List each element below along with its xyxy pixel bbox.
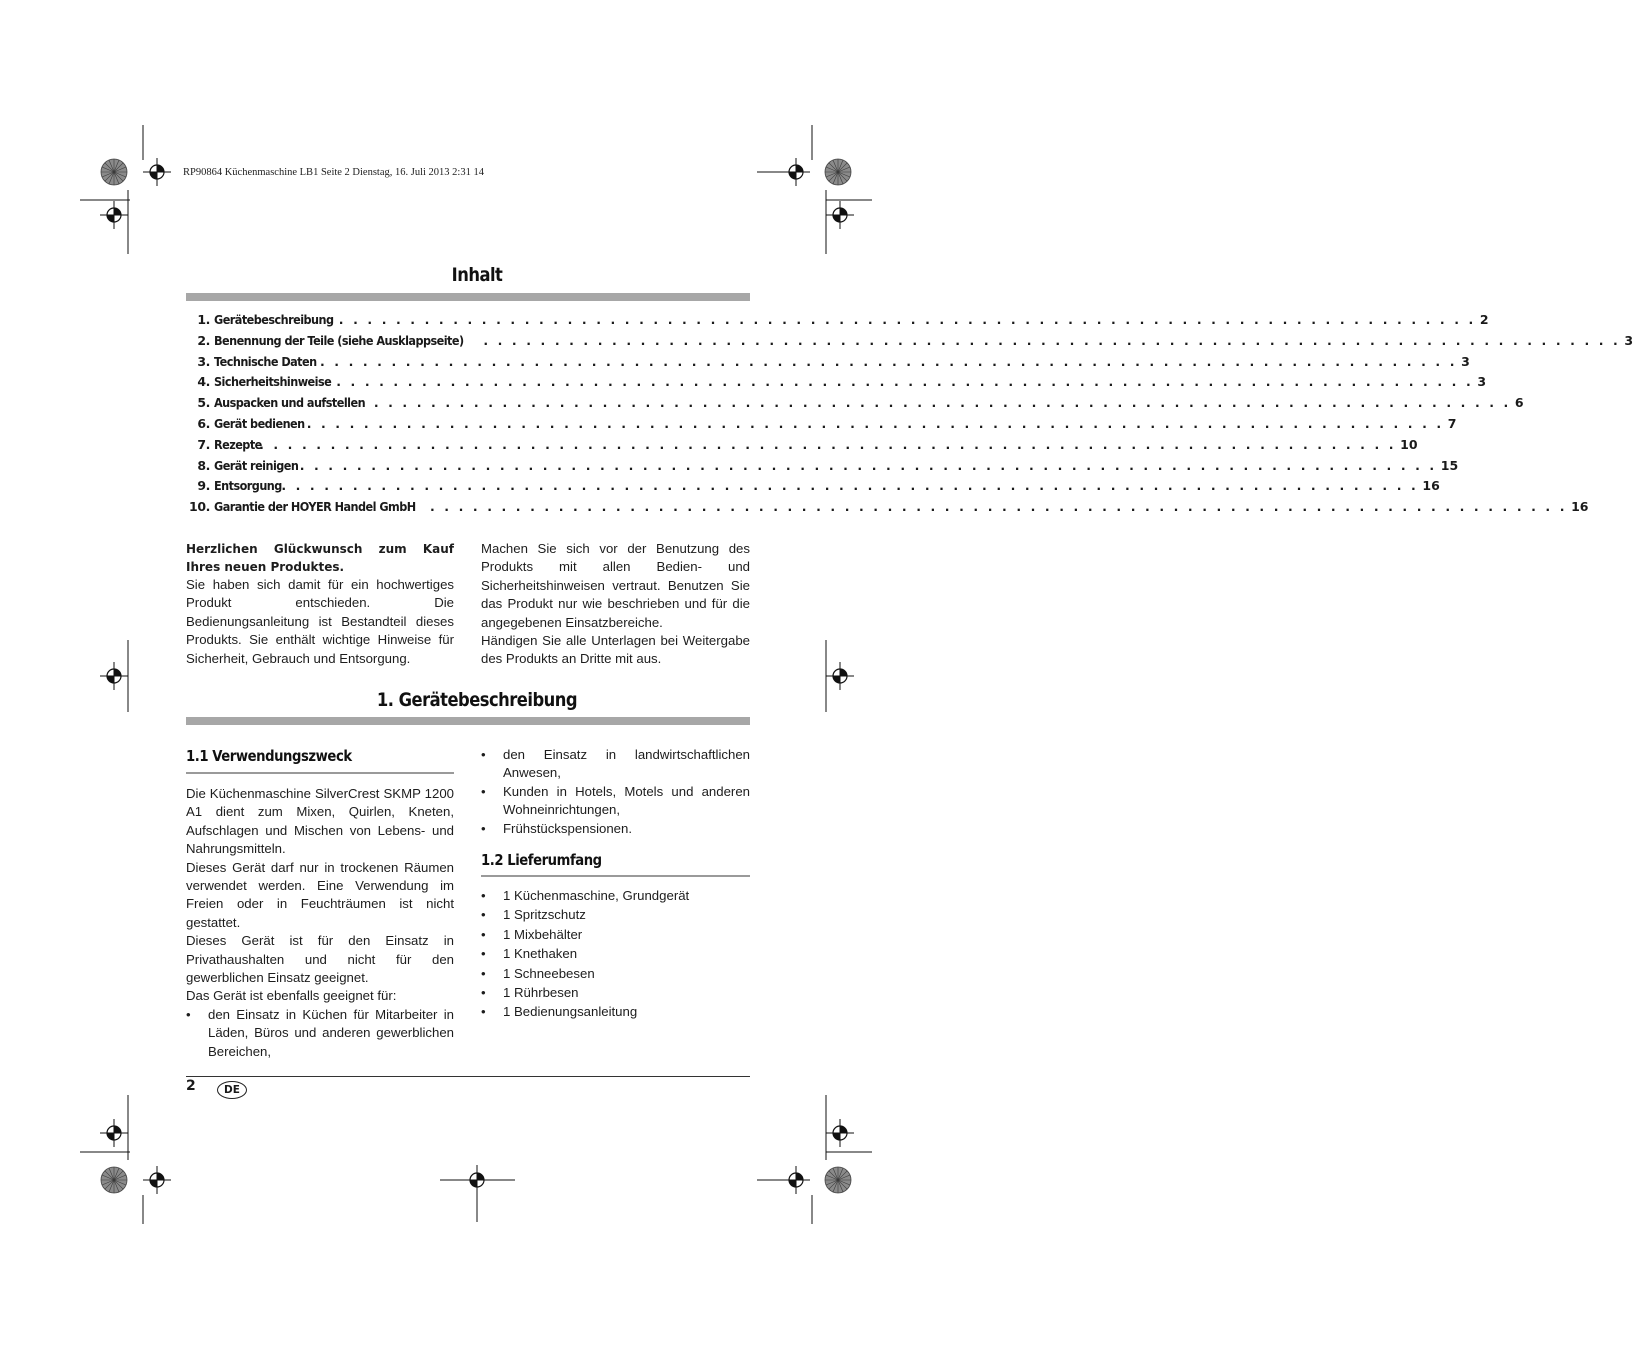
- intro-left-column: [186, 540, 454, 668]
- usage-paragraph-4: Das Gerät ist ebenfalls geeignet für:: [186, 988, 397, 1004]
- usage-paragraph-1: Die Küchenmaschine SilverCrest SKMP 1200 A1 dient zum Mixen, Quirlen, Kneten, Aufschlagen und Mischen von Lebens- und Nahrungsmitteln.: [186, 786, 454, 857]
- toc-leader-dots: . . . . . . . . . . . . . . . . . . . . . . . . . . . . . . . . . . . . . . . . . . . . . . . . . . . . . . . . . . . . . . . . . . . . . . . . . . . . . . . .: [336, 374, 1474, 390]
- page-number: 2: [186, 1078, 196, 1094]
- toc-entry[interactable]: [186, 415, 1457, 437]
- toc-leader-dots: . . . . . . . . . . . . . . . . . . . . . . . . . . . . . . . . . . . . . . . . . . . . . . . . . . . . . . . . . . . . . . . . . . . . . . . . . . . . . . . .: [373, 395, 1511, 411]
- toc-entry[interactable]: [186, 478, 1440, 499]
- toc-leader-dots: . . . . . . . . . . . . . . . . . . . . . . . . . . . . . . . . . . . . . . . . . . . . . . . . . . . . . . . . . . . . . . . . . . . . . . . . . . . . . . . .: [430, 499, 1568, 515]
- toc-entry-title: Rezepte: [214, 436, 262, 452]
- print-header: RP90864 Küchenmaschine LB1 Seite 2 Dienstag, 16. Juli 2013 2:31 14: [183, 167, 484, 178]
- section-1-title: 1. Gerätebeschreibung: [376, 689, 578, 711]
- toc-entry-title: Auspacken und aufstellen: [214, 395, 366, 411]
- toc-entry[interactable]: [186, 395, 1524, 416]
- toc-entry[interactable]: [186, 436, 1418, 458]
- toc-entry-title: Gerät bedienen: [214, 415, 305, 431]
- usage-bullet-list-right: [481, 746, 750, 838]
- list-item: • Kunden in Hotels, Motels und anderen Wohneinrichtungen,: [481, 783, 750, 820]
- toc-entry-title: Gerät reinigen: [214, 457, 299, 473]
- footer-rule: [186, 1076, 750, 1077]
- section-1-rule: [186, 717, 750, 725]
- toc-entry[interactable]: [186, 457, 1459, 479]
- toc-entry-page: 6: [1514, 395, 1524, 411]
- list-item: • 1 Küchenmaschine, Grundgerät: [481, 886, 750, 905]
- list-item: • 1 Schneebesen: [481, 964, 750, 983]
- toc-entry-page: 2: [1479, 312, 1489, 327]
- right-column-section-1: [481, 746, 750, 1022]
- subsection-1-1: [186, 747, 454, 1061]
- toc-leader-dots: . . . . . . . . . . . . . . . . . . . . . . . . . . . . . . . . . . . . . . . . . . . . . . . . . . . . . . . . . . . . . . . . . . . . . . . . . . . . . . . .: [299, 457, 1437, 473]
- toc-entry-page: 10: [1400, 436, 1418, 452]
- subsection-1-2-title: 1.2 Lieferumfang: [481, 851, 602, 870]
- list-item: • 1 Spritzschutz: [481, 905, 750, 924]
- list-item: • 1 Mixbehälter: [481, 925, 750, 944]
- subsection-1-2-rule: [481, 875, 750, 877]
- toc-title: Inhalt: [451, 264, 503, 286]
- toc-entry[interactable]: [186, 312, 1489, 333]
- subsection-1-1-rule: [186, 772, 454, 774]
- intro-right-paragraph-2: Händigen Sie alle Unterlagen bei Weitergabe des Produkts an Dritte mit aus.: [481, 633, 750, 667]
- toc-entry[interactable]: [186, 353, 1470, 375]
- toc-entry-page: 3: [1477, 374, 1487, 390]
- toc-entry-number: 5.: [197, 395, 210, 411]
- toc-entry-page: 3: [1461, 353, 1470, 369]
- toc-title-rule: [186, 293, 750, 301]
- list-item: • den Einsatz in landwirtschaftlichen Anwesen,: [481, 746, 750, 783]
- toc-leader-dots: . . . . . . . . . . . . . . . . . . . . . . . . . . . . . . . . . . . . . . . . . . . . . . . . . . . . . . . . . . . . . . . . . . . . . . . . . . . . . . . .: [338, 312, 1476, 327]
- list-item: • den Einsatz in Küchen für Mitarbeiter in Läden, Büros und anderen gewerblichen Bereichen,: [186, 1006, 454, 1061]
- toc-entry-number: 3.: [197, 353, 210, 369]
- toc-entry-number: 4.: [197, 374, 210, 390]
- intro-right-column: [481, 540, 750, 669]
- toc-entry-number: 1.: [197, 312, 210, 327]
- toc-leader-dots: . . . . . . . . . . . . . . . . . . . . . . . . . . . . . . . . . . . . . . . . . . . . . . . . . . . . . . . . . . . . . . . . . . . . . . . . . . . . . . . .: [259, 436, 1397, 452]
- toc-entry-number: 6.: [197, 415, 210, 431]
- toc-entry-page: 16: [1422, 478, 1440, 494]
- usage-bullet-list-left: [186, 1006, 454, 1061]
- toc-entry-page: 3: [1624, 332, 1633, 348]
- intro-right-paragraph-1: Machen Sie sich vor der Benutzung des Produkts mit allen Bedien- und Sicherheitshinweisen vertraut. Benutzen Sie das Produkt nur wie beschrieben und für die angegebenen Einsatzbereiche.: [481, 541, 750, 630]
- language-badge: DE: [217, 1081, 247, 1099]
- toc-entry[interactable]: [186, 499, 1589, 520]
- toc-entry-title: Sicherheitshinweise: [214, 374, 332, 390]
- toc-leader-dots: . . . . . . . . . . . . . . . . . . . . . . . . . . . . . . . . . . . . . . . . . . . . . . . . . . . . . . . . . . . . . . . . . . . . . . . . . . . . . . . .: [306, 415, 1444, 431]
- table-of-contents: [186, 312, 1633, 520]
- toc-entry-title: Benennung der Teile (siehe Ausklappseite): [214, 332, 464, 348]
- toc-entry[interactable]: [186, 374, 1487, 395]
- list-item: • 1 Knethaken: [481, 944, 750, 963]
- toc-entry-page: 15: [1440, 457, 1459, 473]
- toc-entry-title: Garantie der HOYER Handel GmbH: [214, 499, 416, 515]
- toc-entry-title: Gerätebeschreibung: [214, 312, 334, 327]
- toc-entry-number: 9.: [197, 478, 210, 494]
- toc-entry[interactable]: [186, 332, 1633, 354]
- list-item: • 1 Rührbesen: [481, 983, 750, 1002]
- toc-leader-dots: . . . . . . . . . . . . . . . . . . . . . . . . . . . . . . . . . . . . . . . . . . . . . . . . . . . . . . . . . . . . . . . . . . . . . . . . . . . . . . . .: [483, 332, 1621, 348]
- toc-entry-page: 7: [1447, 415, 1457, 431]
- toc-entry-number: 10.: [189, 499, 210, 515]
- intro-left-text: Sie haben sich damit für ein hochwertiges Produkt entschieden. Die Bedienungsanleitung ist Bestandteil dieses Produkts. Sie enthält wichtige Hinweise für Sicherheit, Gebrauch und Entsorgung.: [186, 577, 454, 666]
- subsection-1-1-title: 1.1 Verwendungszweck: [186, 747, 352, 765]
- toc-entry-number: 7.: [197, 436, 210, 452]
- toc-entry-number: 8.: [197, 457, 210, 473]
- list-item: • Frühstückspensionen.: [481, 820, 750, 838]
- toc-entry-number: 2.: [197, 332, 210, 348]
- intro-heading: Herzlichen Glückwunsch zum Kauf Ihres neuen Produktes.: [186, 542, 454, 574]
- toc-leader-dots: . . . . . . . . . . . . . . . . . . . . . . . . . . . . . . . . . . . . . . . . . . . . . . . . . . . . . . . . . . . . . . . . . . . . . . . . . . . . . . . .: [281, 478, 1419, 494]
- usage-paragraph-2: Dieses Gerät darf nur in trockenen Räumen verwendet werden. Eine Verwendung im Freien oder in Feuchträumen ist nicht gestattet.: [186, 859, 454, 930]
- usage-paragraph-3: Dieses Gerät ist für den Einsatz in Privathaushalten und nicht für den gewerblichen Einsatz geeignet.: [186, 933, 454, 986]
- toc-entry-page: 16: [1571, 499, 1589, 515]
- toc-entry-title: Entsorgung: [214, 478, 282, 494]
- toc-entry-title: Technische Daten: [214, 353, 317, 369]
- toc-leader-dots: . . . . . . . . . . . . . . . . . . . . . . . . . . . . . . . . . . . . . . . . . . . . . . . . . . . . . . . . . . . . . . . . . . . . . . . . . . . . . . . .: [319, 353, 1458, 369]
- list-item: • 1 Bedienungsanleitung: [481, 1002, 750, 1021]
- delivery-contents-list: [481, 886, 750, 1022]
